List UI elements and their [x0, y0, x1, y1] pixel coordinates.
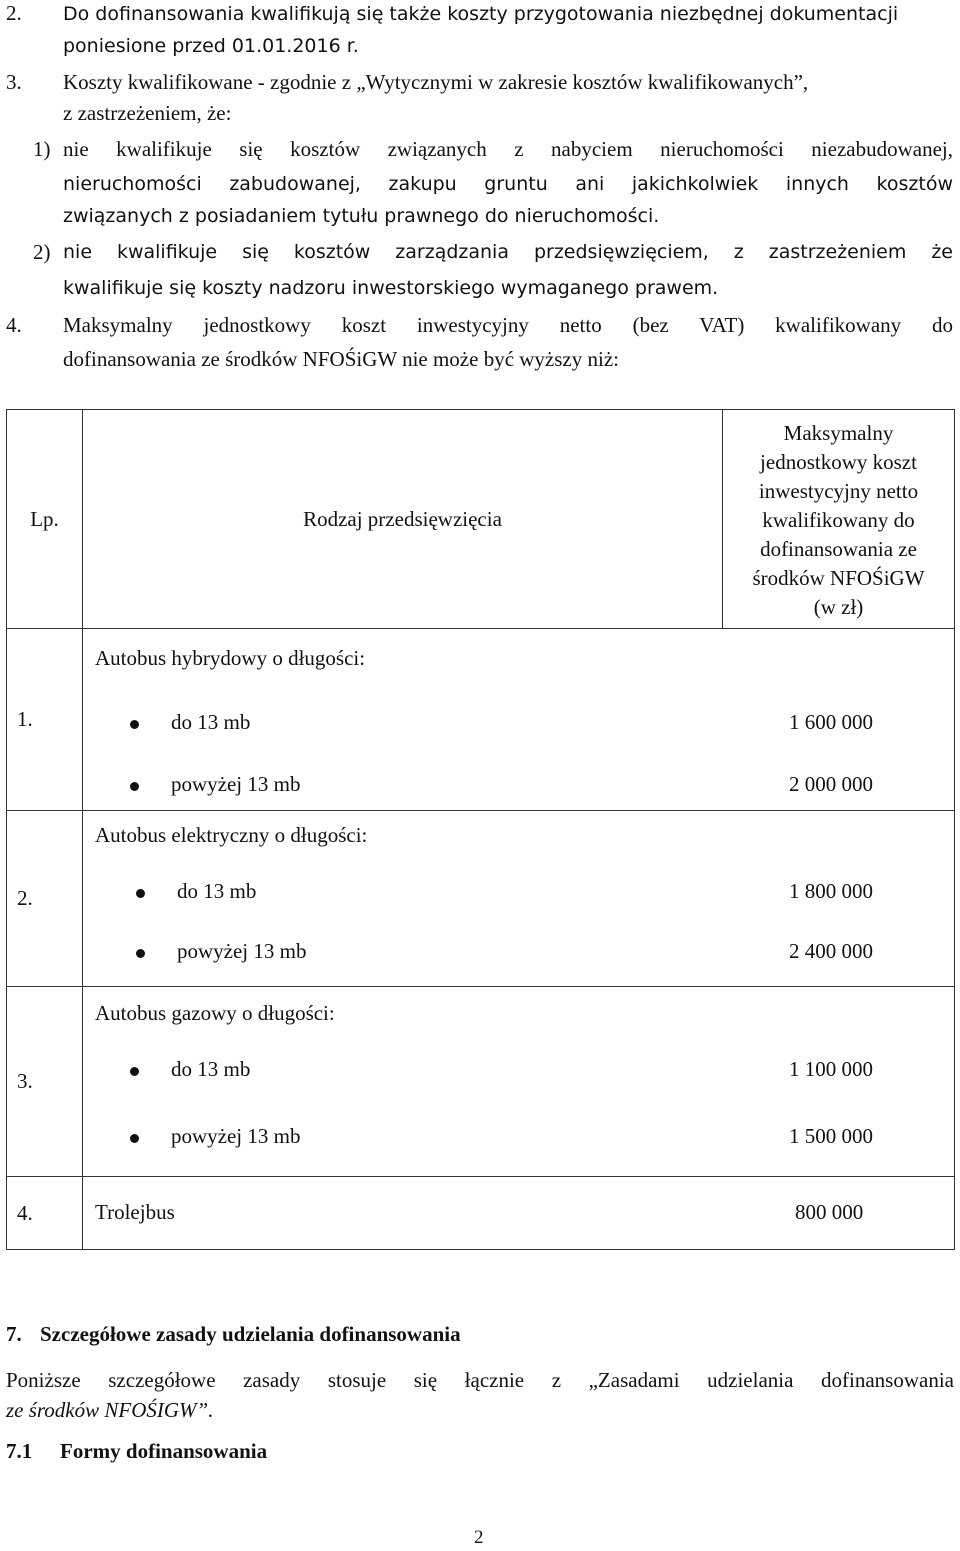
row-category-cell — [83, 629, 955, 811]
subpoint-2-number: 2) — [33, 240, 51, 264]
item-value: 2 400 000 — [789, 939, 873, 963]
subpoint-1-line-1: nie kwalifikuje się kosztów związanych z nabyciem nieruchomości niezabudowanej, — [63, 137, 953, 161]
list-item — [83, 1057, 954, 1085]
header-max-cost — [723, 410, 955, 629]
section-7-1-heading: Formy dofinansowania — [60, 1439, 268, 1463]
section-7-1-number: 7.1 — [6, 1439, 33, 1463]
list-item — [83, 939, 954, 967]
bullet-icon — [130, 782, 139, 791]
row-lp: 2. — [7, 811, 83, 987]
item-length-label: powyżej 13 mb — [171, 1124, 301, 1148]
section-7-heading: Szczegółowe zasady udzielania dofinansowania — [40, 1322, 461, 1346]
item-value: 1 100 000 — [789, 1057, 873, 1081]
cost-limits-table — [6, 409, 955, 1250]
item-value: 1 500 000 — [789, 1124, 873, 1148]
row-lp: 1. — [7, 629, 83, 811]
item-length-label: do 13 mb — [171, 1057, 251, 1081]
header-max-cost-line: jednostkowy koszt — [760, 450, 917, 474]
section-7-intro-line-1: Poniższe szczegółowe zasady stosuje się łącznie z „Zasadami udzielania dofinansowania — [6, 1368, 954, 1392]
row-lp: 3. — [7, 987, 83, 1177]
list-item — [83, 710, 954, 738]
subpoint-2-line-1: nie kwalifikuje się kosztów zarządzania przedsięwzięciem, z zastrzeżeniem że — [63, 241, 953, 263]
list-item — [83, 772, 954, 800]
header-max-cost-line: (w zł) — [813, 595, 864, 619]
paragraph-4-number: 4. — [6, 313, 22, 337]
list-item — [83, 879, 954, 907]
row-lp: 4. — [7, 1177, 83, 1250]
section-7-intro-line-2: ze środków NFOŚIGW”. — [6, 1398, 214, 1422]
subpoint-1-number: 1) — [33, 137, 51, 161]
subpoint-2-line-2: kwalifikuje się koszty nadzoru inwestorskiego wymaganego prawem. — [63, 277, 719, 299]
bullet-icon — [130, 720, 139, 729]
paragraph-2-line-2: poniesione przed 01.01.2016 r. — [63, 35, 359, 57]
header-lp: Lp. — [7, 410, 83, 629]
subpoint-1-line-2: nieruchomości zabudowanej, zakupu gruntu ani jakichkolwiek innych kosztów — [63, 173, 953, 195]
header-max-cost-line: środków NFOŚiGW — [752, 566, 925, 590]
header-max-cost-line: Maksymalny — [783, 421, 894, 445]
row-category-cell — [83, 987, 955, 1177]
table-row — [7, 811, 955, 987]
subpoint-1-line-3: związanych z posiadaniem tytułu prawnego do nieruchomości. — [63, 205, 660, 227]
table-row — [7, 987, 955, 1177]
item-value: 2 000 000 — [789, 772, 873, 796]
row-category-title: Trolejbus — [95, 1200, 175, 1224]
list-item — [83, 1124, 954, 1152]
table-row — [7, 1177, 955, 1250]
table-row — [7, 629, 955, 811]
item-length-label: do 13 mb — [171, 710, 251, 734]
row-category-cell — [83, 1177, 955, 1250]
bullet-icon — [136, 889, 145, 898]
paragraph-3-line-2: z zastrzeżeniem, że: — [63, 101, 232, 125]
header-project-type: Rodzaj przedsięwzięcia — [83, 410, 723, 629]
paragraph-2-line-1: Do dofinansowania kwalifikują się także koszty przygotowania niezbędnej dokumentacji — [63, 3, 899, 25]
paragraph-3-number: 3. — [6, 70, 22, 94]
header-max-cost-line: kwalifikowany do — [762, 508, 915, 532]
header-max-cost-line: inwestycyjny netto — [758, 479, 919, 503]
paragraph-2-number: 2. — [6, 1, 22, 25]
page-number: 2 — [474, 1527, 484, 1548]
bullet-icon — [130, 1067, 139, 1076]
bullet-icon — [130, 1134, 139, 1143]
item-length-label: powyżej 13 mb — [171, 772, 301, 796]
bullet-icon — [136, 949, 145, 958]
header-max-cost-line: dofinansowania ze — [760, 537, 917, 561]
item-value: 1 800 000 — [789, 879, 873, 903]
item-length-label: do 13 mb — [177, 879, 257, 903]
paragraph-4-line-1: Maksymalny jednostkowy koszt inwestycyjny netto (bez VAT) kwalifikowany do — [63, 313, 953, 337]
row-category-title: Autobus gazowy o długości: — [95, 1001, 335, 1025]
item-value: 1 600 000 — [789, 710, 873, 734]
paragraph-4-line-2: dofinansowania ze środków NFOŚiGW nie może być wyższy niż: — [63, 347, 619, 371]
row-category-title: Autobus hybrydowy o długości: — [95, 646, 366, 670]
item-value: 800 000 — [795, 1200, 864, 1224]
section-7-number: 7. — [6, 1322, 22, 1346]
item-length-label: powyżej 13 mb — [177, 939, 307, 963]
table-header-row — [7, 410, 955, 629]
paragraph-3-line-1: Koszty kwalifikowane - zgodnie z „Wytycznymi w zakresie kosztów kwalifikowanych”, — [63, 70, 809, 94]
row-category-cell — [83, 811, 955, 987]
row-category-title: Autobus elektryczny o długości: — [95, 823, 368, 847]
